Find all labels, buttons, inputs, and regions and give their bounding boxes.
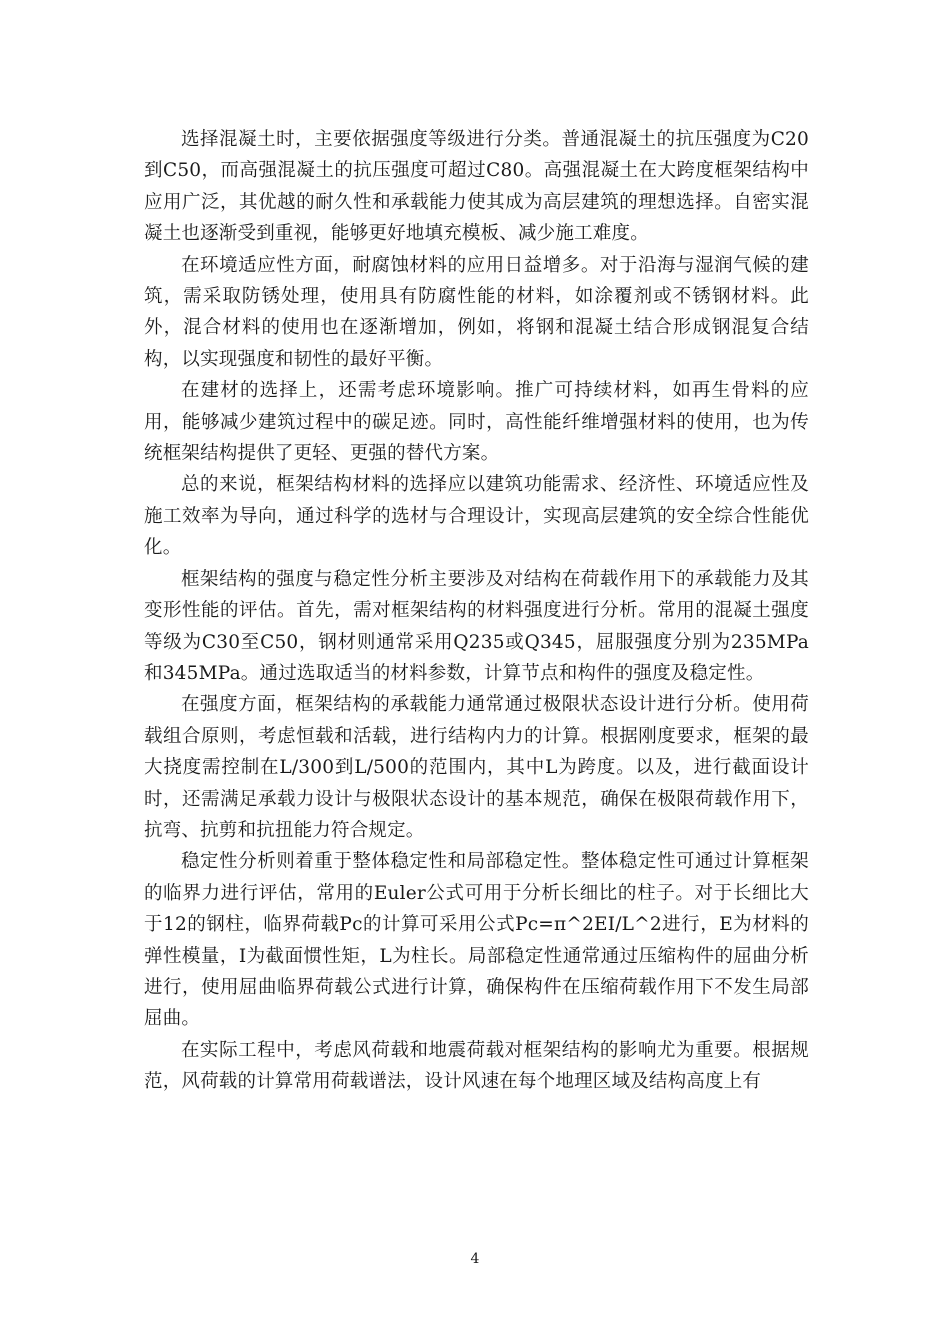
paragraph-concrete-selection: 选择混凝土时，主要依据强度等级进行分类。普通混凝土的抗压强度为C20到C50，而高强混凝土的抗压强度可超过C80。高强混凝土在大跨度框架结构中应用广泛，其优越的耐久性和承载能力使其成为高层建筑的理想选择。自密实混凝土也逐渐受到重视，能够更好地填充模板、减少施工难度。 <box>144 129 809 245</box>
paragraph-summary: 总的来说，框架结构材料的选择应以建筑功能需求、经济性、环境适应性及施工效率为导向，通过科学的选材与合理设计，实现高层建筑的安全综合性能优化。 <box>144 474 809 559</box>
paragraph-stability-analysis: 稳定性分析则着重于整体稳定性和局部稳定性。整体稳定性可通过计算框架的临界力进行评估，常用的Euler公式可用于分析长细比的柱子。对于长细比大于12的钢柱，临界荷载Pc的计算可采用公式Pc=π^2EI/L^2进行，E为材料的弹性模量，I为截面惯性矩，L为柱长。局部稳定性通常通过压缩构件的屈曲分析进行，使用屈曲临界荷载公式进行计算，确保构件在压缩荷载作用下不发生局部屈曲。 <box>144 851 809 1030</box>
paragraph-environmental-adaptability: 在环境适应性方面，耐腐蚀材料的应用日益增多。对于沿海与湿润气候的建筑，需采取防锈处理，使用具有防腐性能的材料，如涂覆剂或不锈钢材料。此外，混合材料的使用也在逐渐增加，例如，将钢和混凝土结合形成钢混复合结构，以实现强度和韧性的最好平衡。 <box>144 254 809 370</box>
paragraph-wind-seismic-loads: 在实际工程中，考虑风荷载和地震荷载对框架结构的影响尤为重要。根据规范，风荷载的计算常用荷载谱法，设计风速在每个地理区域及结构高度上有 <box>144 1039 809 1093</box>
paragraph-environmental-impact: 在建材的选择上，还需考虑环境影响。推广可持续材料，如再生骨料的应用，能够减少建筑过程中的碳足迹。同时，高性能纤维增强材料的使用，也为传统框架结构提供了更轻、更强的替代方案。 <box>144 380 809 465</box>
paragraph-strength-stability-intro: 框架结构的强度与稳定性分析主要涉及对结构在荷载作用下的承载能力及其变形性能的评估。首先，需对框架结构的材料强度进行分析。常用的混凝土强度等级为C30至C50，钢材则通常采用Q235或Q345，屈服强度分别为235MPa和345MPa。通过选取适当的材料参数，计算节点和构件的强度及稳定性。 <box>144 568 809 684</box>
page-number: 4 <box>470 1251 480 1267</box>
paragraph-strength-analysis: 在强度方面，框架结构的承载能力通常通过极限状态设计进行分析。使用荷载组合原则，考虑恒载和活载，进行结构内力的计算。根据刚度要求，框架的最大挠度需控制在L/300到L/500的范围内，其中L为跨度。以及，进行截面设计时，还需满足承载力设计与极限状态设计的基本规范，确保在极限荷载作用下，抗弯、抗剪和抗扭能力符合规定。 <box>144 694 809 841</box>
body-text <box>144 124 809 1098</box>
